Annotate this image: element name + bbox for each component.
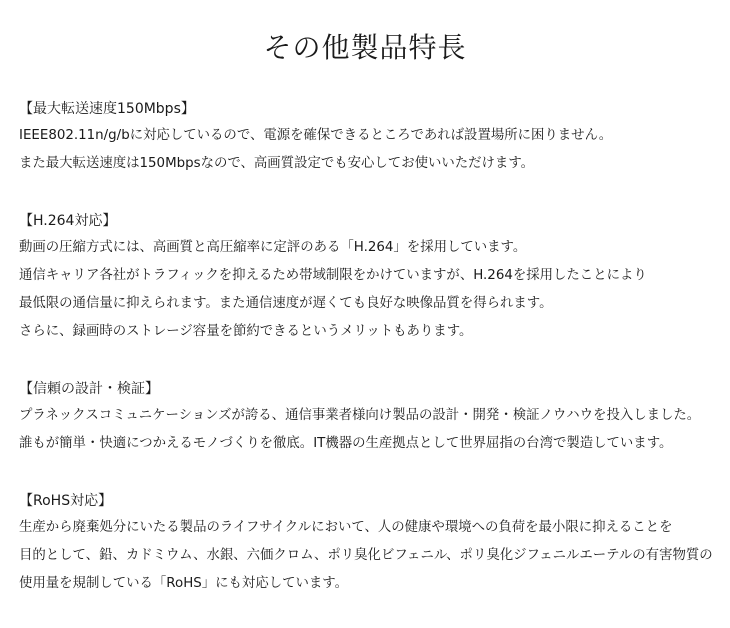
section-heading: 【RoHS対応】 bbox=[19, 493, 113, 509]
section-text-line: また最大転送速度は150Mbpsなので、高画質設定でも安心してお使いいただけます。 bbox=[19, 156, 535, 171]
section-max-transfer-speed bbox=[19, 96, 719, 178]
section-text-line: 通信キャリア各社がトラフィックを抑えるため帯域制限をかけていますが、H.264を採用したことにより bbox=[19, 268, 647, 283]
section-text-line: プラネックスコミュニケーションズが誇る、通信事業者様向け製品の設計・開発・検証ノウハウを投入しました。 bbox=[19, 408, 701, 423]
section-heading: 【H.264対応】 bbox=[19, 213, 117, 229]
section-text-line: 目的として、鉛、カドミウム、水銀、六価クロム、ポリ臭化ビフェニル、ポリ臭化ジフェニルエーテルの有害物質の bbox=[19, 548, 713, 563]
section-text-line: IEEE802.11n/g/bに対応しているので、電源を確保できるところであれば設置場所に困りません。 bbox=[19, 128, 613, 143]
section-text-line: 生産から廃棄処分にいたる製品のライフサイクルにおいて、人の健康や環境への負荷を最小限に抑えることを bbox=[19, 520, 673, 535]
section-h264 bbox=[19, 208, 719, 346]
section-heading: 【信頼の設計・検証】 bbox=[19, 381, 159, 397]
section-text-line: 誰もが簡単・快適につかえるモノづくりを徹底。IT機器の生産拠点として世界屈指の台湾で製造しています。 bbox=[19, 436, 673, 451]
section-text-line: さらに、録画時のストレージ容量を節約できるというメリットもあります。 bbox=[19, 324, 473, 339]
page-title: その他製品特長 bbox=[263, 31, 467, 64]
feature-list bbox=[19, 96, 719, 628]
section-text-line: 最低限の通信量に抑えられます。また通信速度が遅くても良好な映像品質を得られます。 bbox=[19, 296, 553, 311]
section-text-line: 使用量を規制している「RoHS」にも対応しています。 bbox=[19, 576, 348, 591]
section-text-line: 動画の圧縮方式には、高画質と高圧縮率に定評のある「H.264」を採用しています。 bbox=[19, 240, 527, 255]
section-rohs bbox=[19, 488, 719, 598]
section-heading: 【最大転送速度150Mbps】 bbox=[19, 101, 195, 117]
section-reliable-design bbox=[19, 376, 719, 458]
